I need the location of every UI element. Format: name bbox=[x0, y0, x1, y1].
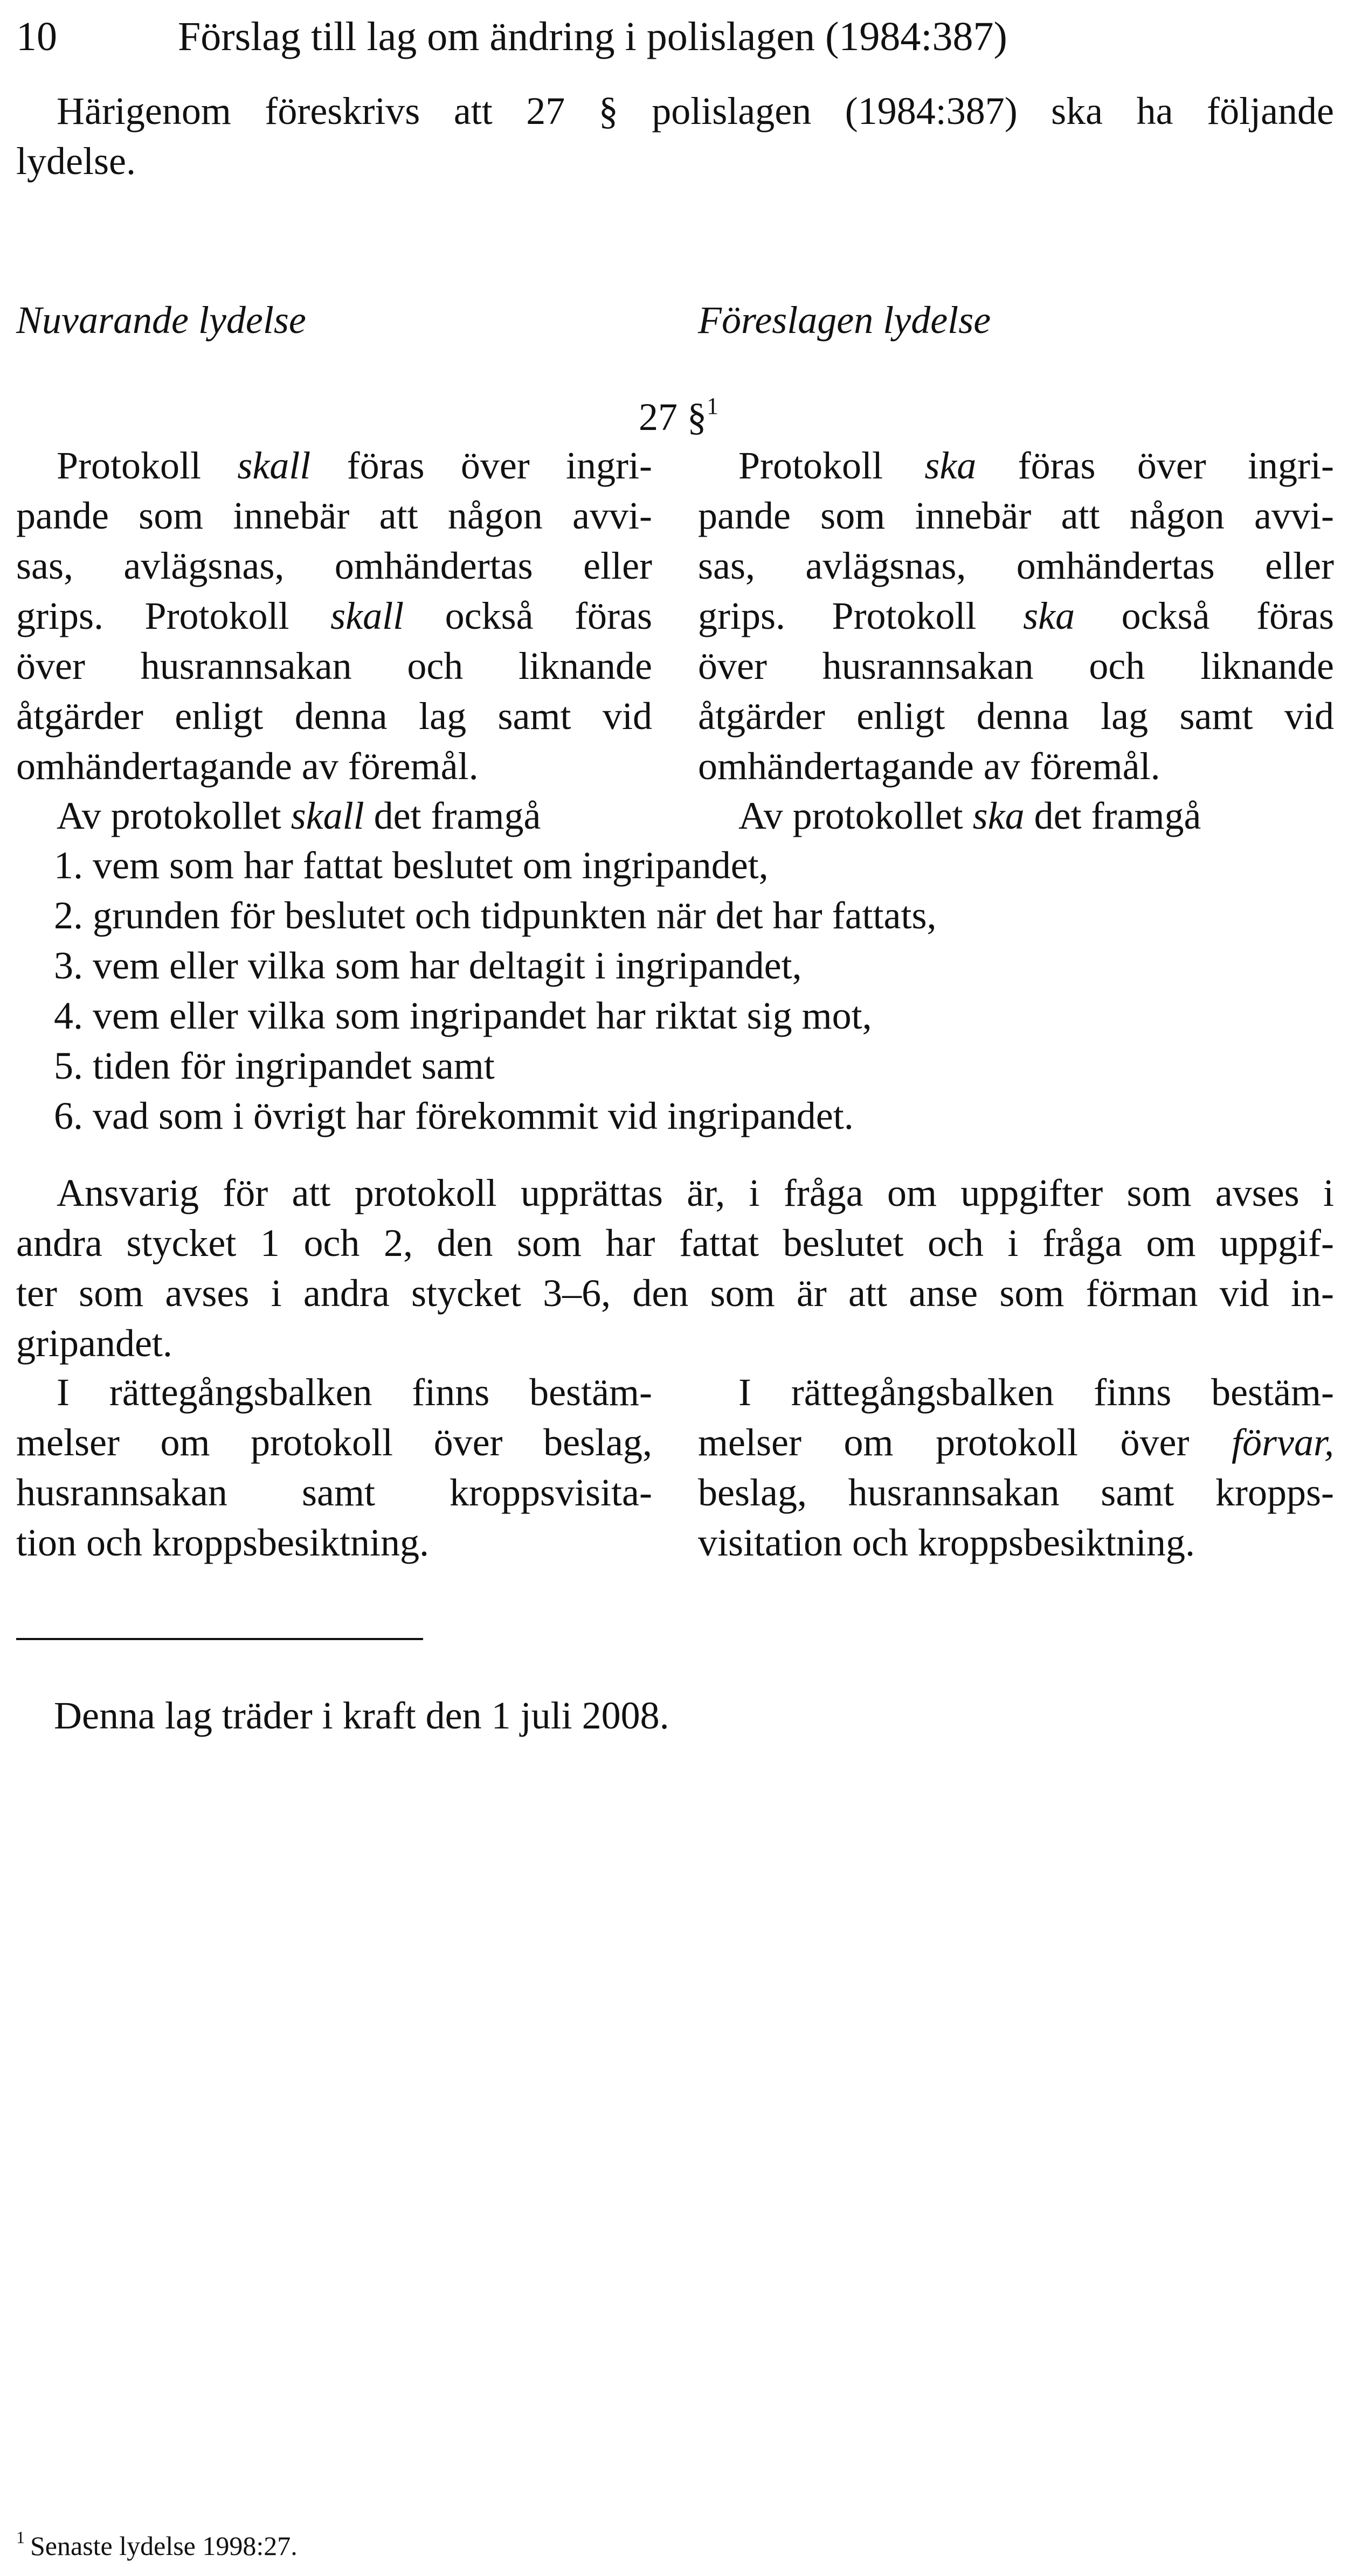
text-line: sas, avlägsnas, omhändertas eller bbox=[698, 544, 1334, 587]
text-line: gripandet. bbox=[16, 1322, 172, 1365]
list-item: 1. vem som har fattat beslutet om ingripandet, bbox=[54, 844, 769, 887]
proposed-paragraph-3 bbox=[698, 1367, 1334, 1568]
text-line: åtgärder enligt denna lag samt vid bbox=[16, 695, 652, 738]
text-line: Ansvarig för att protokoll upprättas är, i fråga om uppgifter som avses i bbox=[57, 1171, 1334, 1214]
text-line: beslag, husrannsakan samt kropps- bbox=[698, 1471, 1334, 1514]
entry-into-force: Denna lag träder i kraft den 1 juli 2008. bbox=[54, 1694, 669, 1737]
text-line: Av protokollet skall det framgå bbox=[57, 794, 541, 837]
intro-line: lydelse. bbox=[16, 140, 136, 183]
text-line: Av protokollet ska det framgå bbox=[738, 794, 1201, 837]
responsibility-paragraph bbox=[16, 1168, 1334, 1369]
text-line: tion och kroppsbesiktning. bbox=[16, 1521, 429, 1564]
footnote-reference: 1 bbox=[707, 393, 718, 419]
numbered-list bbox=[54, 841, 1294, 1141]
text-line: grips. Protokoll ska också föras bbox=[698, 594, 1334, 637]
text-line: melser om protokoll över förvar, bbox=[698, 1421, 1334, 1464]
text-line: ter som avses i andra stycket 3–6, den som är att anse som förman vid in- bbox=[16, 1272, 1334, 1315]
text-line: pande som innebär att någon avvi- bbox=[698, 494, 1334, 537]
footnote-marker: 1 bbox=[16, 2528, 25, 2547]
text-line: I rättegångsbalken finns bestäm- bbox=[57, 1371, 652, 1414]
text-line: melser om protokoll över beslag, bbox=[16, 1421, 652, 1464]
list-item: 6. vad som i övrigt har förekommit vid ingripandet. bbox=[54, 1094, 854, 1137]
text-line: andra stycket 1 och 2, den som har fattat beslutet och i fråga om uppgif- bbox=[16, 1221, 1334, 1265]
intro-paragraph bbox=[16, 86, 1334, 186]
text-line: I rättegångsbalken finns bestäm- bbox=[738, 1371, 1334, 1414]
proposed-paragraph-1 bbox=[698, 441, 1334, 791]
proposed-paragraph-2 bbox=[698, 791, 1334, 841]
list-item: 2. grunden för beslutet och tidpunkten när det har fattats, bbox=[54, 894, 937, 937]
text-line: pande som innebär att någon avvi- bbox=[16, 494, 652, 537]
text-line: över husrannsakan och liknande bbox=[16, 644, 652, 688]
text-line: omhändertagande av föremål. bbox=[16, 745, 479, 788]
text-line: visitation och kroppsbesiktning. bbox=[698, 1521, 1195, 1564]
footnote bbox=[16, 2527, 298, 2565]
text-line: Protokoll ska föras över ingri- bbox=[738, 444, 1335, 487]
list-item: 5. tiden för ingripandet samt bbox=[54, 1044, 495, 1087]
footnote-text: Senaste lydelse 1998:27. bbox=[30, 2531, 298, 2561]
current-paragraph-2 bbox=[16, 791, 652, 841]
list-item: 3. vem eller vilka som har deltagit i ingripandet, bbox=[54, 944, 802, 987]
section-label: 27 § bbox=[639, 395, 707, 439]
page-number: 10 bbox=[16, 14, 57, 59]
text-line: över husrannsakan och liknande bbox=[698, 644, 1334, 688]
text-line: omhändertagande av föremål. bbox=[698, 745, 1160, 788]
list-item: 4. vem eller vilka som ingripandet har riktat sig mot, bbox=[54, 994, 872, 1037]
current-paragraph-1 bbox=[16, 441, 652, 791]
text-line: Protokoll skall föras över ingri- bbox=[57, 444, 653, 487]
text-line: husrannsakan samt kroppsvisita- bbox=[16, 1471, 652, 1514]
text-line: åtgärder enligt denna lag samt vid bbox=[698, 695, 1334, 738]
separator-rule bbox=[16, 1638, 423, 1640]
section-number bbox=[639, 392, 718, 442]
text-line: sas, avlägsnas, omhändertas eller bbox=[16, 544, 652, 587]
proposed-wording-heading: Föreslagen lydelse bbox=[698, 298, 991, 342]
page-title: Förslag till lag om ändring i polislagen (1984:387) bbox=[178, 14, 1007, 59]
text-line: grips. Protokoll skall också föras bbox=[16, 594, 652, 637]
current-wording-heading: Nuvarande lydelse bbox=[16, 298, 306, 342]
current-paragraph-3 bbox=[16, 1367, 652, 1568]
intro-line: Härigenom föreskrivs att 27 § polislagen (1984:387) ska ha följande bbox=[57, 89, 1334, 133]
